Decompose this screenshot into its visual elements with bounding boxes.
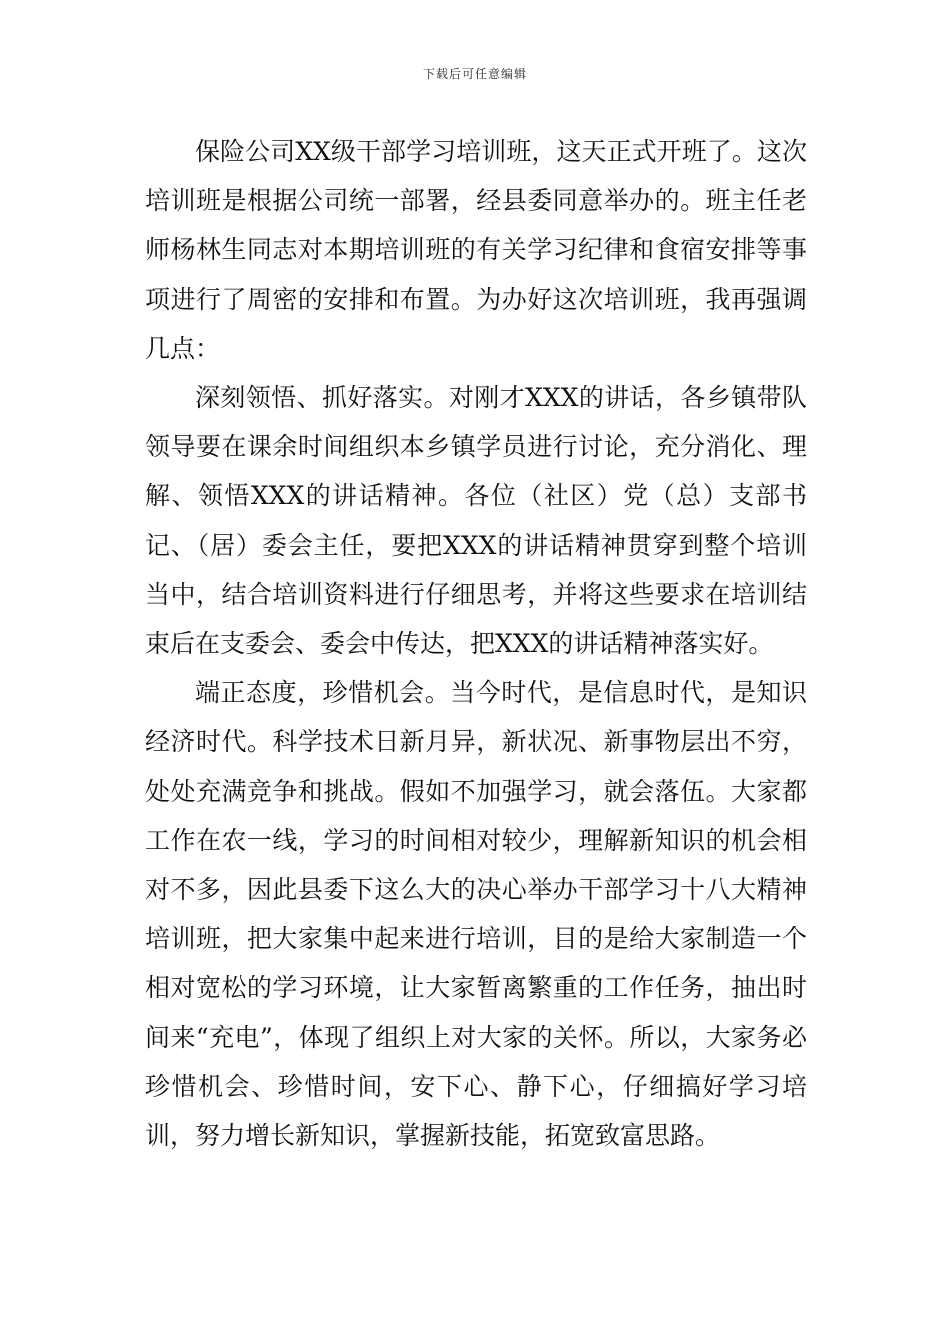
header-note: 下载后可任意编辑 bbox=[422, 67, 527, 81]
paragraph-1: 保险公司XX级干部学习培训班，这天正式开班了。这次培训班是根据公司统一部署，经县委同意举办的。班主任老师杨林生同志对本期培训班的有关学习纪律和食宿安排等事项进行了周密的安排和布置。为办好这次培训班，我再强调几点： bbox=[145, 137, 807, 363]
document-body bbox=[145, 127, 807, 1160]
paragraph-2: 深刻领悟、抓好落实。对刚才XXX的讲话，各乡镇带队领导要在课余时间组织本乡镇学员进行讨论，充分消化、理解、领悟XXX的讲话精神。各位（社区）党（总）支部书记、（居）委会主任，要把XXX的讲话精神贯穿到整个培训当中，结合培训资料进行仔细思考，并将这些要求在培训结束后在支委会、委会中传达，把XXX的讲话精神落实好。 bbox=[145, 383, 807, 659]
paragraph-3: 端正态度，珍惜机会。当今时代，是信息时代，是知识经济时代。科学技术日新月异，新状况、新事物层出不穷，处处充满竞争和挑战。假如不加强学习，就会落伍。大家都工作在农一线，学习的时间相对较少，理解新知识的机会相对不多，因此县委下这么大的决心举办干部学习十八大精神培训班，把大家集中起来进行培训，目的是给大家制造一个相对宽松的学习环境，让大家暂离繁重的工作任务，抽出时间来“充电”，体现了组织上对大家的关怀。所以，大家务必珍惜机会、珍惜时间，安下心、静下心，仔细搞好学习培训，努力增长新知识，掌握新技能，拓宽致富思路。 bbox=[145, 678, 807, 1151]
